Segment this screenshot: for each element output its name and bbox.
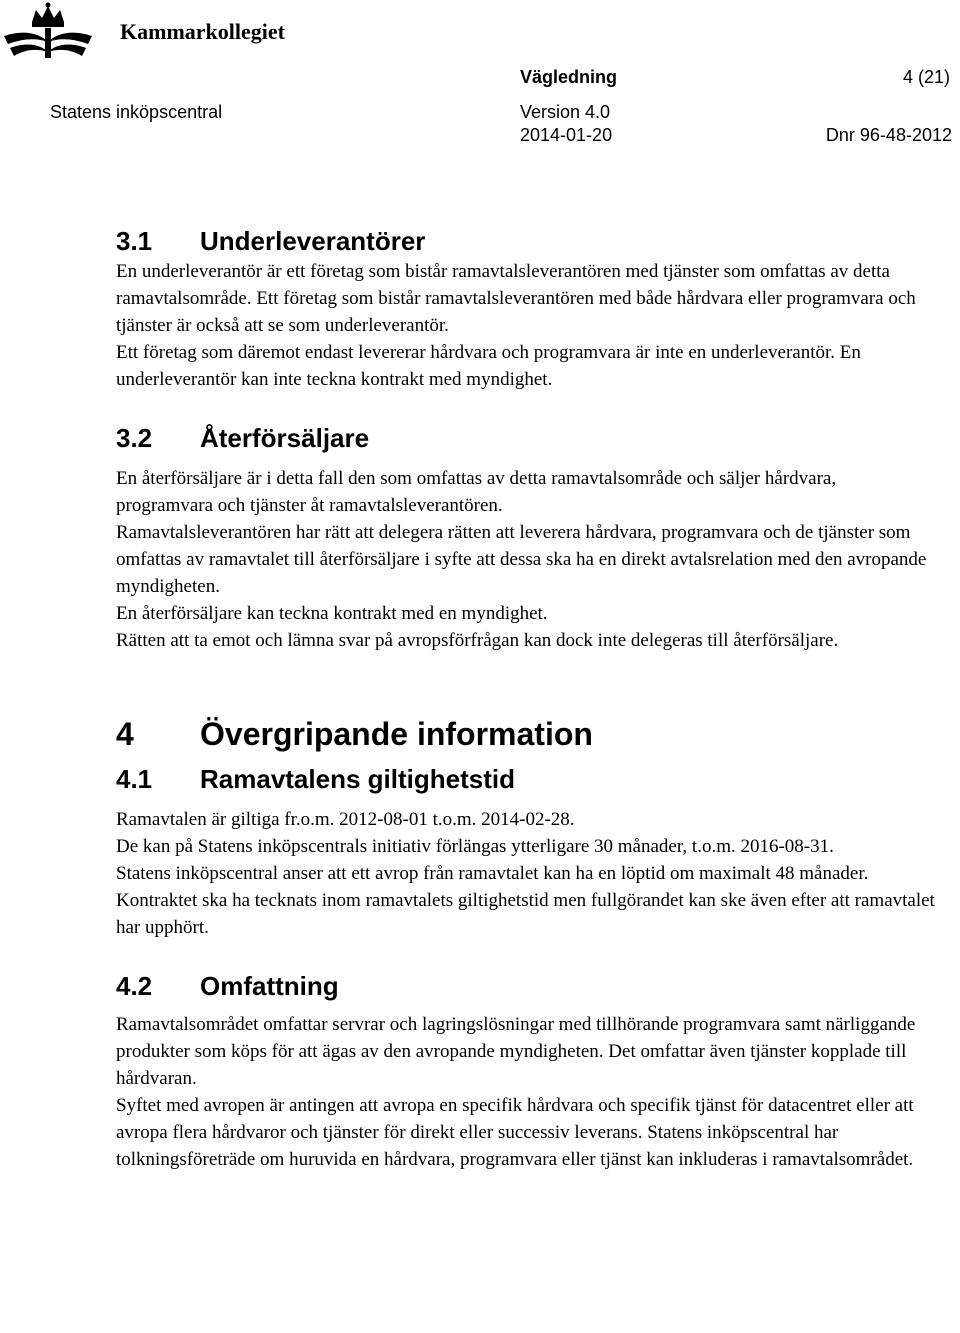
page-number: 4 (21) xyxy=(902,67,950,87)
org-name: Kammarkollegiet xyxy=(120,19,285,44)
paragraph: Ramavtalen är giltiga fr.o.m. 2012-08-01 t.o.m. 2014-02-28. xyxy=(116,809,575,830)
paragraph: Rätten att ta emot och lämna svar på avropsförfrågan kan dock inte delegeras till återförsäljare. xyxy=(116,630,839,651)
section-title: Omfattning xyxy=(200,971,339,1001)
chapter-title: Övergripande information xyxy=(200,716,593,752)
section-title: Ramavtalens giltighetstid xyxy=(200,764,515,794)
reference-number: Dnr 96-48-2012 xyxy=(825,125,952,145)
paragraph: Ramavtalsområdet omfattar servrar och lagringslösningar med tillhörande programvara samt närliggande produkter som köps för att ägas av den avropande myndigheten. Det omfattar även tjänster kopplade till hårdvaran. xyxy=(116,1014,916,1089)
paragraph: Syftet med avropen är antingen att avropa en specifik hårdvara och specifik tjänst för datacentret eller att avropa flera hårdvaror och tjänster för direkt eller successiv leverans. Statens inköpscentral har tolkningsföreträde om huruvida en hårdvara, programvara eller tjänst kan inkluderas i ramavtalsområdet. xyxy=(116,1095,914,1170)
section-title: Underleverantörer xyxy=(200,226,426,256)
paragraph: En underleverantör är ett företag som bistår ramavtalsleverantören med tjänster som omfattas av detta ramavtalsområde. Ett företag som bistår ramavtalsleverantören med både hårdvara eller programvara och tjänster är också att se som underleverantör. xyxy=(116,261,916,336)
chapter-heading-4 xyxy=(116,714,936,754)
document-version: Version 4.0 xyxy=(520,102,611,122)
crown-logo-icon xyxy=(2,2,114,66)
paragraph: De kan på Statens inköpscentrals initiativ förlängas ytterligare 30 månader, t.o.m. 2016-08-31. xyxy=(116,836,834,857)
section-number: 4.2 xyxy=(116,971,153,1001)
section-heading-4-2 xyxy=(116,969,936,1003)
paragraph: Ramavtalsleverantören har rätt att delegera rätten att leverera hårdvara, programvara och de tjänster som omfattas av ramavtalet till återförsäljare i syfte att dessa ska ha en direkt avtalsrelation med den avropande myndigheten. xyxy=(116,522,927,597)
section-number: 4.1 xyxy=(116,764,153,794)
section-heading-3-2 xyxy=(116,421,936,455)
section-number: 3.1 xyxy=(116,226,153,256)
document-body xyxy=(116,224,936,1173)
section-heading-4-1 xyxy=(116,762,936,796)
chapter-number: 4 xyxy=(116,716,134,752)
paragraph: En återförsäljare är i detta fall den som omfattas av detta ramavtalsområde och säljer hårdvara, programvara och tjänster åt ramavtalsleverantören. xyxy=(116,468,837,516)
paragraph: En återförsäljare kan teckna kontrakt med en myndighet. xyxy=(116,603,548,624)
paragraph: Statens inköpscentral anser att ett avrop från ramavtalet kan ha en löptid om maximalt 48 månader. Kontraktet ska ha tecknats inom ramavtalets giltighetstid men fullgörandet kan ske även efter att ramavtalet har upphört. xyxy=(116,863,935,938)
section-title: Återförsäljare xyxy=(200,423,370,453)
document-type: Vägledning xyxy=(520,67,618,87)
section-number: 3.2 xyxy=(116,423,153,453)
paragraph: Ett företag som däremot endast levererar hårdvara och programvara är inte en underleverantör. En underleverantör kan inte teckna kontrakt med myndighet. xyxy=(116,342,861,390)
sender-unit: Statens inköpscentral xyxy=(50,102,223,122)
section-heading-3-1 xyxy=(116,224,936,258)
document-date: 2014-01-20 xyxy=(520,125,613,145)
